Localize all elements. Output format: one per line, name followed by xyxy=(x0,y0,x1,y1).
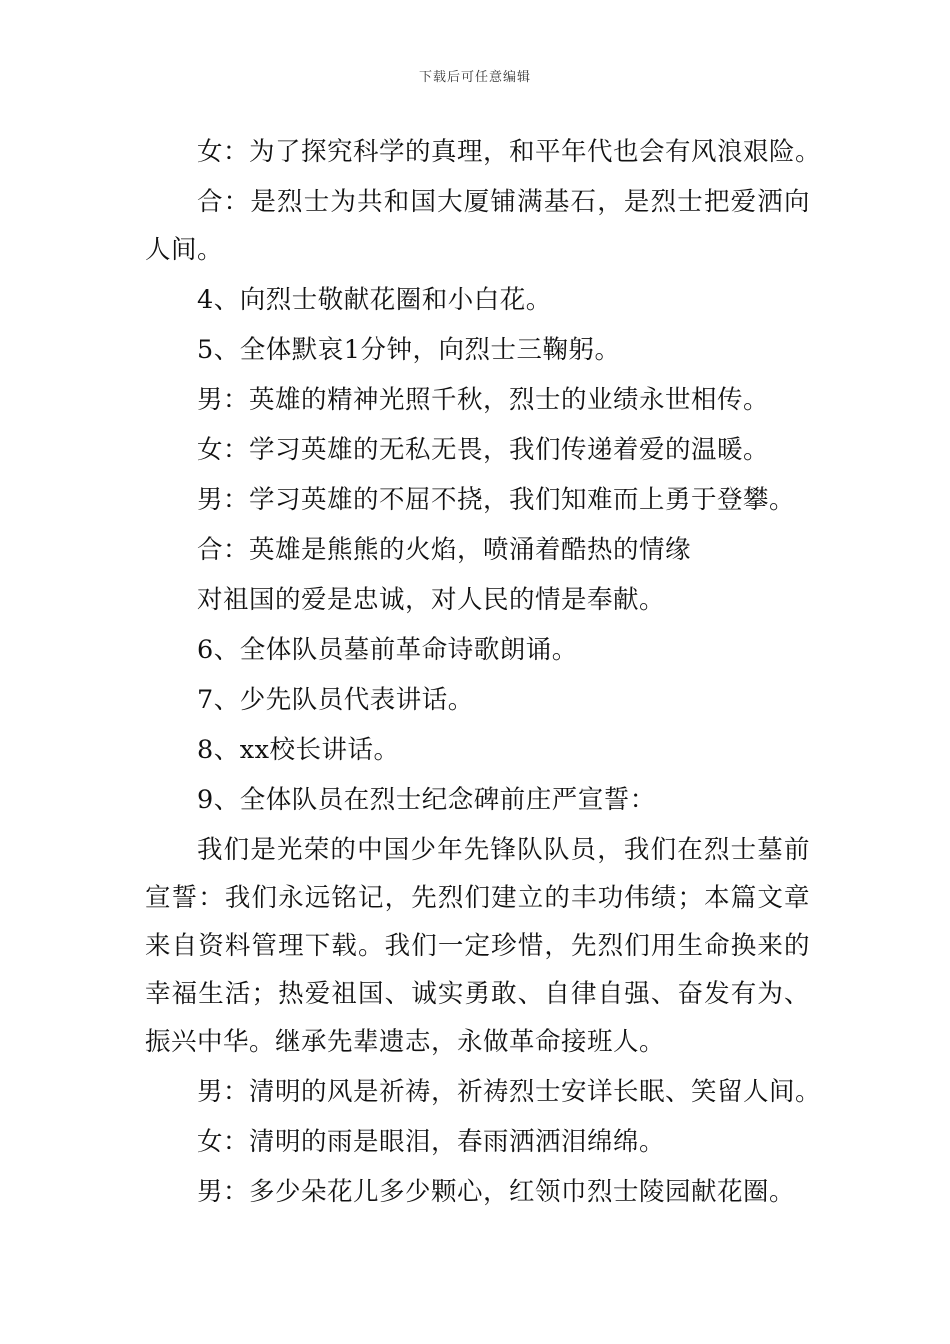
paragraph-line: 8、xx校长讲话。 xyxy=(197,735,400,765)
document-body xyxy=(145,128,822,1218)
paragraph-line: 4、向烈士敬献花圈和小白花。 xyxy=(197,285,552,315)
paragraph-line: 合：英雄是熊熊的火焰，喷涌着酷热的情缘 xyxy=(197,535,692,565)
paragraph-line: 男：多少朵花儿多少颗心，红领巾烈士陵园献花圈。 xyxy=(197,1177,796,1207)
paragraph-line: 女：清明的雨是眼泪，春雨洒洒泪绵绵。 xyxy=(197,1127,666,1157)
paragraph-line: 对祖国的爱是忠诚，对人民的情是奉献。 xyxy=(197,585,666,615)
paragraph-line: 6、全体队员墓前革命诗歌朗诵。 xyxy=(197,635,578,665)
paragraph-line: 7、少先队员代表讲话。 xyxy=(197,685,474,715)
paragraph-line: 合：是烈士为共和国大厦铺满基石，是烈士把爱洒向人间。 xyxy=(145,187,810,265)
paragraph-line: 女：学习英雄的无私无畏，我们传递着爱的温暖。 xyxy=(197,435,770,465)
paragraph-line: 我们是光荣的中国少年先锋队队员，我们在烈士墓前宣誓：我们永远铭记，先烈们建立的丰功伟绩；本篇文章来自资料管理下载。我们一定珍惜，先烈们用生命换来的幸福生活；热爱祖国、诚实勇敢、自律自强、奋发有为、振兴中华。继承先辈遗志，永做革命接班人。 xyxy=(145,835,810,1057)
header-note: 下载后可任意编辑 xyxy=(418,70,531,85)
paragraph-line: 9、全体队员在烈士纪念碑前庄严宣誓： xyxy=(197,785,656,815)
paragraph-line: 5、全体默哀1分钟，向烈士三鞠躬。 xyxy=(197,335,621,365)
paragraph-line: 男：清明的风是祈祷，祈祷烈士安详长眠、笑留人间。 xyxy=(197,1077,822,1107)
paragraph-line: 男：学习英雄的不屈不挠，我们知难而上勇于登攀。 xyxy=(197,485,796,515)
paragraph-line: 男：英雄的精神光照千秋，烈士的业绩永世相传。 xyxy=(197,385,770,415)
paragraph-line: 女：为了探究科学的真理，和平年代也会有风浪艰险。 xyxy=(197,137,822,167)
